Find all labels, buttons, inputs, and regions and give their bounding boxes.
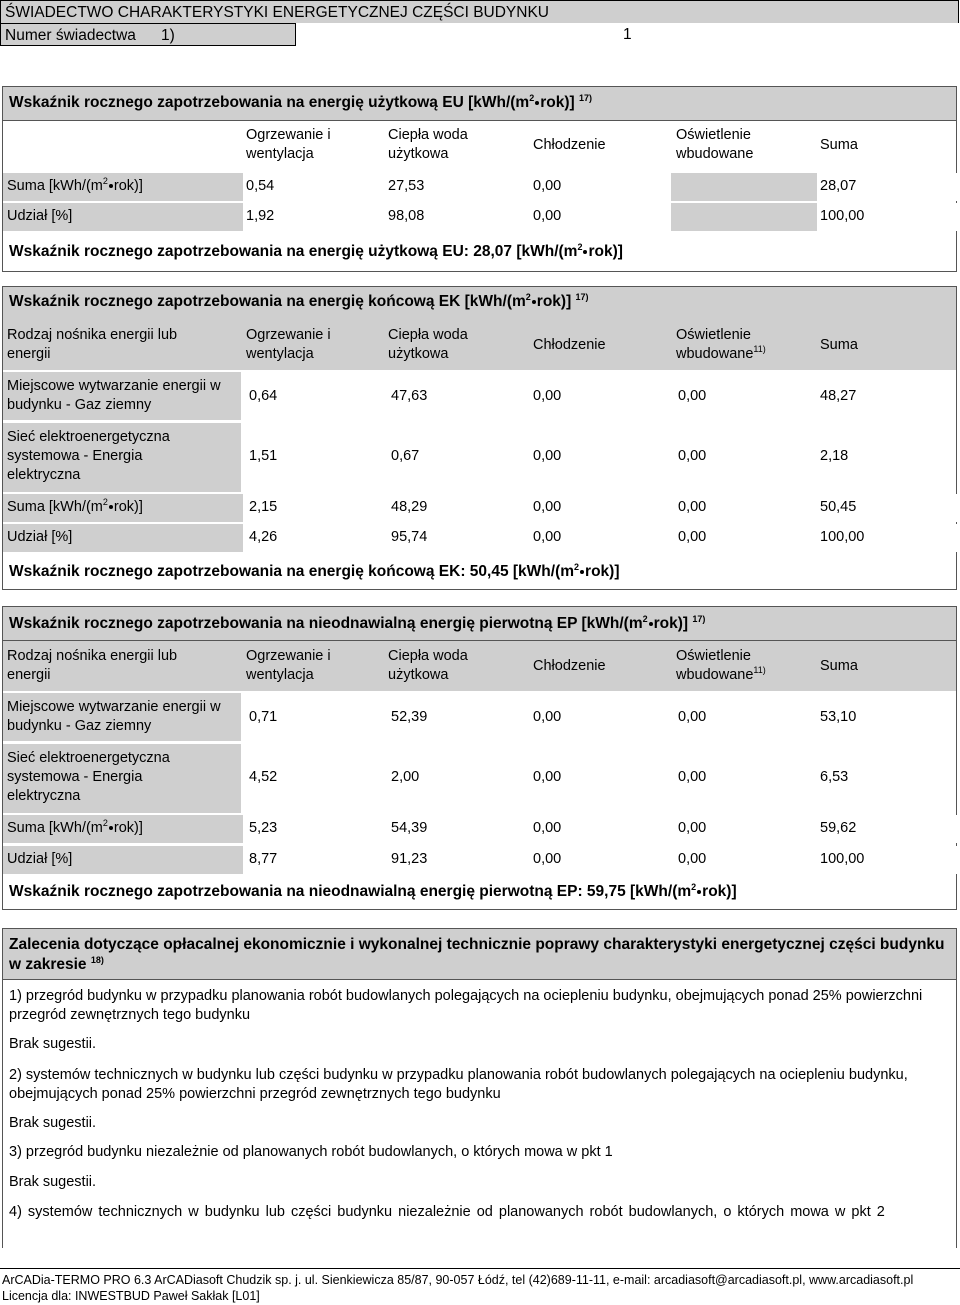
- ek-row-gas-hot-water: 47,63: [391, 388, 428, 404]
- eu-share-row: [3, 203, 956, 231]
- eu-share-total: 100,00: [820, 208, 865, 224]
- ek-column-headers: [3, 320, 956, 370]
- recommendations-title: Zalecenia dotyczące opłacalnej ekonomicznie i wykonalnej technicznie poprawy charakterystyki energetycznej części budynku w zakresie $^{18)}$: [9, 936, 945, 973]
- ep-total-line: Wskaźnik rocznego zapotrzebowania na nieodnawialną energię pierwotną EP: 59,75 [$kWh/(m^2$ rok)]: [9, 881, 737, 900]
- ep-sum-total: 59,62: [820, 820, 857, 836]
- ek-col-cooling: Chłodzenie: [533, 337, 606, 353]
- eu-col-lighting: Oświetlenie wbudowane: [676, 127, 754, 162]
- rec-item-1-answer: Brak sugestii.: [9, 1036, 97, 1052]
- eu-col-cooling: Chłodzenie: [533, 137, 606, 153]
- ep-row-electric-lighting: 0,00: [678, 769, 707, 785]
- ek-share-label: Udział [%]: [7, 529, 73, 545]
- ep-section: [2, 606, 957, 910]
- eu-section-title: Wskaźnik rocznego zapotrzebowania na energię użytkową EU [$kWh/(m^2$ rok)] $^{17)}$: [9, 92, 593, 111]
- ek-sum-cooling: 0,00: [533, 499, 562, 515]
- eu-share-label: Udział [%]: [7, 208, 73, 224]
- ep-sum-lighting: 0,00: [678, 820, 707, 836]
- ek-row-electric-heating: 1,51: [249, 448, 278, 464]
- eu-col-hot-water: Ciepła woda użytkowa: [388, 127, 468, 162]
- ek-share-cooling: 0,00: [533, 529, 562, 545]
- eu-total-line: Wskaźnik rocznego zapotrzebowania na energię użytkową EU: 28,07 [$kWh/(m^2$ rok)]: [9, 241, 623, 260]
- ep-row-electric-hot-water: 2,00: [391, 769, 420, 785]
- rec-item-1: 1) przegród budynku w przypadku planowania robót budowlanych polegających na ociepleniu budynku, obejmujących ponad 25% powierzchni przegród zewnętrznych tego budynku: [9, 988, 923, 1023]
- ek-share-total: 100,00: [820, 529, 865, 545]
- eu-section-header: [3, 87, 956, 121]
- ek-row-gas-cooling: 0,00: [533, 388, 562, 404]
- footer-software-line: ArCADia-TERMO PRO 6.3 ArCADiasoft Chudzik sp. j. ul. Sienkiewicza 85/87, 90-057 Łódź, tel (42)689-11-11, e-mail: arcadiasoft@arcadiasoft.pl, www.arcadiasoft.pl: [2, 1273, 914, 1287]
- ep-sum-heating: 5,23: [249, 820, 278, 836]
- ep-row-electric: [3, 744, 956, 814]
- ek-row-electric-cooling: 0,00: [533, 448, 562, 464]
- ek-col-carrier: Rodzaj nośnika energii lub energii: [7, 327, 178, 362]
- ek-section-header: [3, 287, 956, 321]
- ep-share-label: Udział [%]: [7, 851, 73, 867]
- ek-sum-heating: 2,15: [249, 499, 278, 515]
- recommendations-header: [3, 929, 956, 980]
- ep-section-header: [3, 607, 956, 641]
- eu-sum-label: Suma [$kWh/(m^2$ rok)]: [7, 176, 143, 194]
- ep-row-gas-sum: 53,10: [820, 709, 857, 725]
- eu-sum-white-bg: [243, 173, 671, 201]
- eu-sum-total: 28,07: [820, 178, 857, 194]
- ek-col-sum: Suma: [820, 337, 858, 353]
- ek-total-line: Wskaźnik rocznego zapotrzebowania na energię końcową EK: 50,45 [$kWh/(m^2$ rok)]: [9, 561, 620, 580]
- ep-sum-hot-water: 54,39: [391, 820, 428, 836]
- ek-row-gas-sum: 48,27: [820, 388, 857, 404]
- ep-col-sum: Suma: [820, 658, 858, 674]
- ep-row-electric-heating: 4,52: [249, 769, 278, 785]
- footer-license-line: Licencja dla: INWESTBUD Paweł Sakłak [L01]: [2, 1289, 260, 1303]
- certificate-number-row: [0, 23, 959, 46]
- ep-col-heating: Ogrzewanie i wentylacja: [246, 648, 331, 683]
- ep-share-total: 100,00: [820, 851, 865, 867]
- eu-section: [2, 86, 957, 272]
- eu-sum-heating: 0,54: [246, 178, 275, 194]
- eu-share-heating: 1,92: [246, 208, 275, 224]
- rec-item-4: 4) systemów technicznych w budynku lub części budynku niezależnie od planowanych robót budowlanych, o których mowa w pkt 2: [9, 1204, 885, 1220]
- ep-row-gas: [3, 693, 956, 743]
- ep-row-gas-label: Miejscowe wytwarzanie energii w budynku - Gaz ziemny: [7, 699, 221, 734]
- ep-column-headers: [3, 641, 956, 691]
- ek-sum-total: 50,45: [820, 499, 857, 515]
- rec-item-2-answer: Brak sugestii.: [9, 1115, 97, 1131]
- ek-sum-label: Suma [$kWh/(m^2$ rok)]: [7, 497, 143, 515]
- certificate-number-value: 1: [623, 26, 632, 43]
- rec-item-3: 3) przegród budynku niezależnie od planowanych robót budowlanych, o których mowa w pkt 1: [9, 1144, 613, 1160]
- eu-sum-hot-water: 27,53: [388, 178, 425, 194]
- eu-share-white-bg: [243, 203, 671, 231]
- ep-row-gas-cooling: 0,00: [533, 709, 562, 725]
- ek-row-electric-lighting: 0,00: [678, 448, 707, 464]
- ep-section-title: Wskaźnik rocznego zapotrzebowania na nieodnawialną energię pierwotną EP [$kWh/(m^2$ rok)] $^{17)}$: [9, 613, 706, 632]
- ek-share-lighting: 0,00: [678, 529, 707, 545]
- ek-section: [2, 286, 957, 590]
- ep-share-heating: 8,77: [249, 851, 278, 867]
- ep-sum-row: [3, 815, 956, 843]
- ep-row-electric-sum: 6,53: [820, 769, 849, 785]
- ep-sum-cooling: 0,00: [533, 820, 562, 836]
- recommendations-section: [2, 928, 957, 1248]
- ek-col-lighting: Oświetlenie wbudowane$^{11)}$: [676, 327, 766, 362]
- ek-col-heating: Ogrzewanie i wentylacja: [246, 327, 331, 362]
- ek-share-hot-water: 95,74: [391, 529, 428, 545]
- ep-row-gas-hot-water: 52,39: [391, 709, 428, 725]
- ep-row-gas-heating: 0,71: [249, 709, 278, 725]
- ep-row-electric-cooling: 0,00: [533, 769, 562, 785]
- ek-row-electric: [3, 423, 956, 493]
- eu-share-hot-water: 98,08: [388, 208, 425, 224]
- eu-col-heating: Ogrzewanie i wentylacja: [246, 127, 331, 162]
- document-title: ŚWIADECTWO CHARAKTERYSTYKI ENERGETYCZNEJ CZĘŚCI BUDYNKU: [5, 4, 549, 21]
- ek-sum-row: [3, 494, 956, 522]
- ep-share-row: [3, 846, 956, 874]
- ek-row-gas-heating: 0,64: [249, 388, 278, 404]
- eu-share-cooling: 0,00: [533, 208, 562, 224]
- eu-sum-cooling: 0,00: [533, 178, 562, 194]
- ep-col-lighting: Oświetlenie wbudowane$^{11)}$: [676, 648, 766, 683]
- eu-column-headers: [3, 120, 956, 172]
- ek-row-electric-sum: 2,18: [820, 448, 849, 464]
- ek-sum-lighting: 0,00: [678, 499, 707, 515]
- ep-share-lighting: 0,00: [678, 851, 707, 867]
- ep-row-electric-label: Sieć elektroenergetyczna systemowa - Energia elektryczna: [7, 750, 170, 804]
- ep-col-cooling: Chłodzenie: [533, 658, 606, 674]
- ek-share-heating: 4,26: [249, 529, 278, 545]
- ep-share-cooling: 0,00: [533, 851, 562, 867]
- document-title-bar: [0, 0, 959, 24]
- eu-sum-row: [3, 173, 956, 201]
- footer-rule: [0, 1268, 960, 1269]
- ep-col-carrier: Rodzaj nośnika energii lub energii: [7, 648, 178, 683]
- certificate-number-field: [295, 23, 960, 46]
- rec-item-3-answer: Brak sugestii.: [9, 1174, 97, 1190]
- certificate-number-label: Numer świadectwa: [5, 27, 136, 44]
- certificate-number-ref: 1): [161, 27, 175, 44]
- ek-row-gas: [3, 372, 956, 422]
- ek-sum-hot-water: 48,29: [391, 499, 428, 515]
- ep-share-hot-water: 91,23: [391, 851, 428, 867]
- ep-sum-label: Suma [$kWh/(m^2$ rok)]: [7, 818, 143, 836]
- ep-row-gas-lighting: 0,00: [678, 709, 707, 725]
- eu-col-sum: Suma: [820, 137, 858, 153]
- ek-col-hot-water: Ciepła woda użytkowa: [388, 327, 468, 362]
- ek-row-electric-label: Sieć elektroenergetyczna systemowa - Energia elektryczna: [7, 429, 170, 483]
- ek-row-gas-label: Miejscowe wytwarzanie energii w budynku - Gaz ziemny: [7, 378, 221, 413]
- ek-section-title: Wskaźnik rocznego zapotrzebowania na energię końcową EK [$kWh/(m^2$ rok)] $^{17)}$: [9, 291, 589, 310]
- ek-share-row: [3, 524, 956, 552]
- ep-col-hot-water: Ciepła woda użytkowa: [388, 648, 468, 683]
- rec-item-2: 2) systemów technicznych w budynku lub części budynku w przypadku planowania robót budowlanych polegających na ociepleniu budynku, obejmujących ponad 25% powierzchni przegród zewnętrznych tego budynku: [9, 1067, 908, 1102]
- ek-row-electric-hot-water: 0,67: [391, 448, 420, 464]
- ek-row-gas-lighting: 0,00: [678, 388, 707, 404]
